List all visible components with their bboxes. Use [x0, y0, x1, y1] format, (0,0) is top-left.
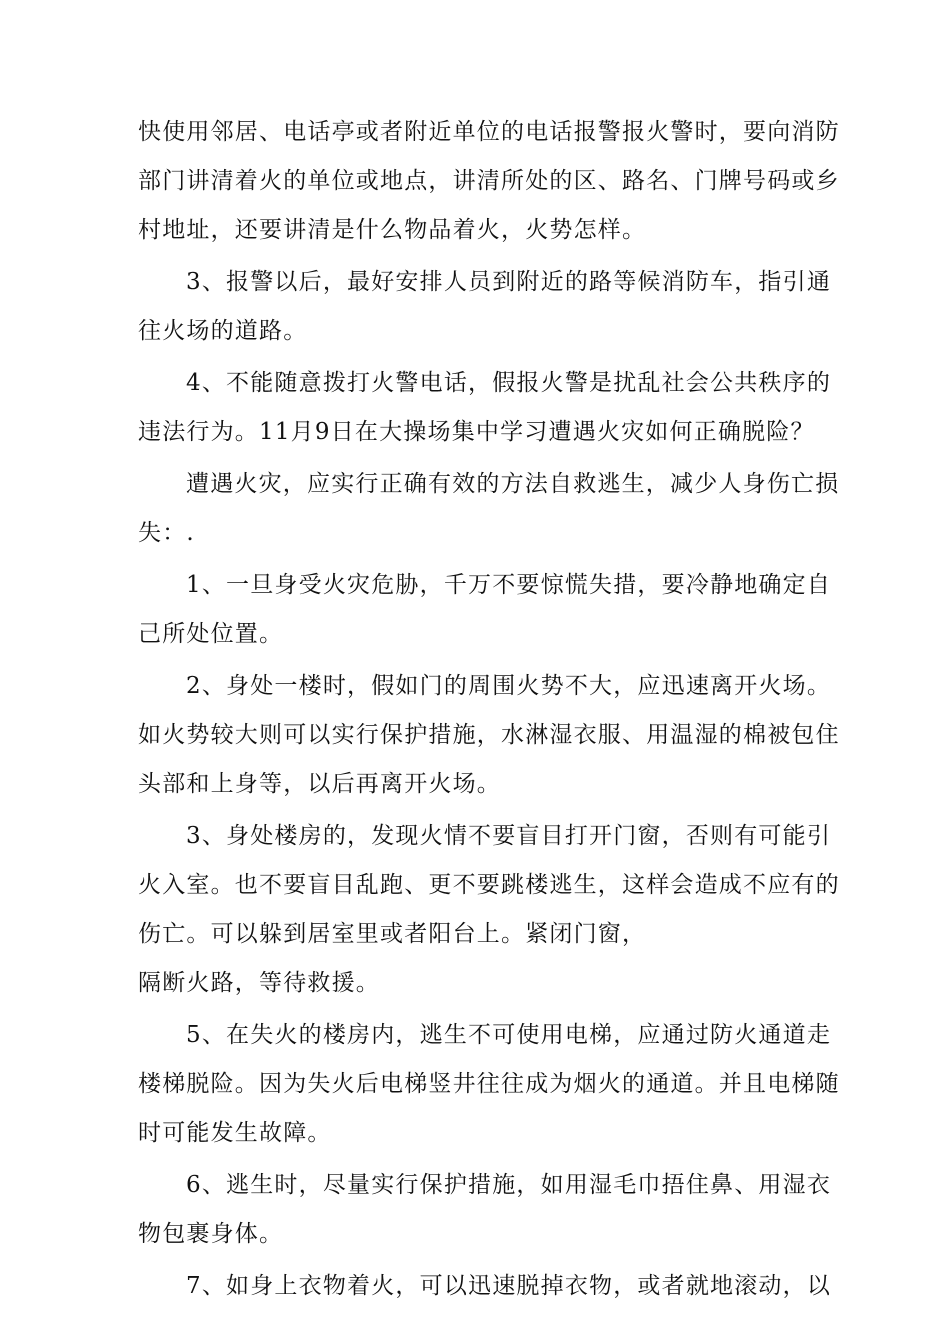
text-line: 如火势较大则可以实行保护措施，水淋湿衣服、用温湿的棉被包住	[138, 722, 840, 748]
text-line: 部门讲清着火的单位或地点，讲清所处的区、路名、门牌号码或乡	[138, 168, 840, 194]
text-line: 村地址，还要讲清是什么物品着火，火势怎样。	[138, 217, 647, 243]
paragraph-first-line: 3、报警以后，最好安排人员到附近的路等候消防车，指引通	[186, 269, 832, 295]
text-line: 快使用邻居、电话亭或者附近单位的电话报警报火警时，要向消防	[138, 119, 840, 145]
text-line: 往火场的道路。	[138, 318, 308, 344]
text-line: 物包裹身体。	[138, 1221, 284, 1247]
paragraph-first-line: 2、身处一楼时，假如门的周围火势不大，应迅速离开火场。	[186, 673, 832, 699]
paragraph-first-line: 1、一旦身受火灾危胁，千万不要惊慌失措，要冷静地确定自	[186, 572, 832, 598]
text-line: 头部和上身等，以后再离开火场。	[138, 771, 501, 797]
paragraph-first-line: 6、逃生时，尽量实行保护措施，如用湿毛巾捂住鼻、用湿衣	[186, 1172, 832, 1198]
paragraph-first-line: 5、在失火的楼房内，逃生不可使用电梯，应通过防火通道走	[186, 1022, 832, 1048]
paragraph-first-line: 4、不能随意拨打火警电话，假报火警是扰乱社会公共秩序的	[186, 370, 832, 396]
text-line: 己所处位置。	[138, 621, 284, 647]
paragraph-first-line: 3、身处楼房的，发现火情不要盲目打开门窗，否则有可能引	[186, 823, 832, 849]
text-line: 失：.	[138, 520, 195, 546]
text-line: 楼梯脱险。因为失火后电梯竖井往往成为烟火的通道。并且电梯随	[138, 1071, 840, 1097]
text-line: 火入室。也不要盲目乱跑、更不要跳楼逃生，这样会造成不应有的	[138, 872, 840, 898]
text-line: 隔断火路，等待救援。	[138, 970, 380, 996]
paragraph-first-line: 遭遇火灾，应实行正确有效的方法自救逃生，减少人身伤亡损	[186, 471, 840, 497]
text-line: 时可能发生故障。	[138, 1120, 332, 1146]
paragraph-first-line: 7、如身上衣物着火，可以迅速脱掉衣物，或者就地滚动，以	[186, 1273, 832, 1299]
text-line: 违法行为。11月9日在大操场集中学习遭遇火灾如何正确脱险？	[138, 419, 815, 445]
text-line: 伤亡。可以躲到居室里或者阳台上。紧闭门窗，	[138, 921, 647, 947]
